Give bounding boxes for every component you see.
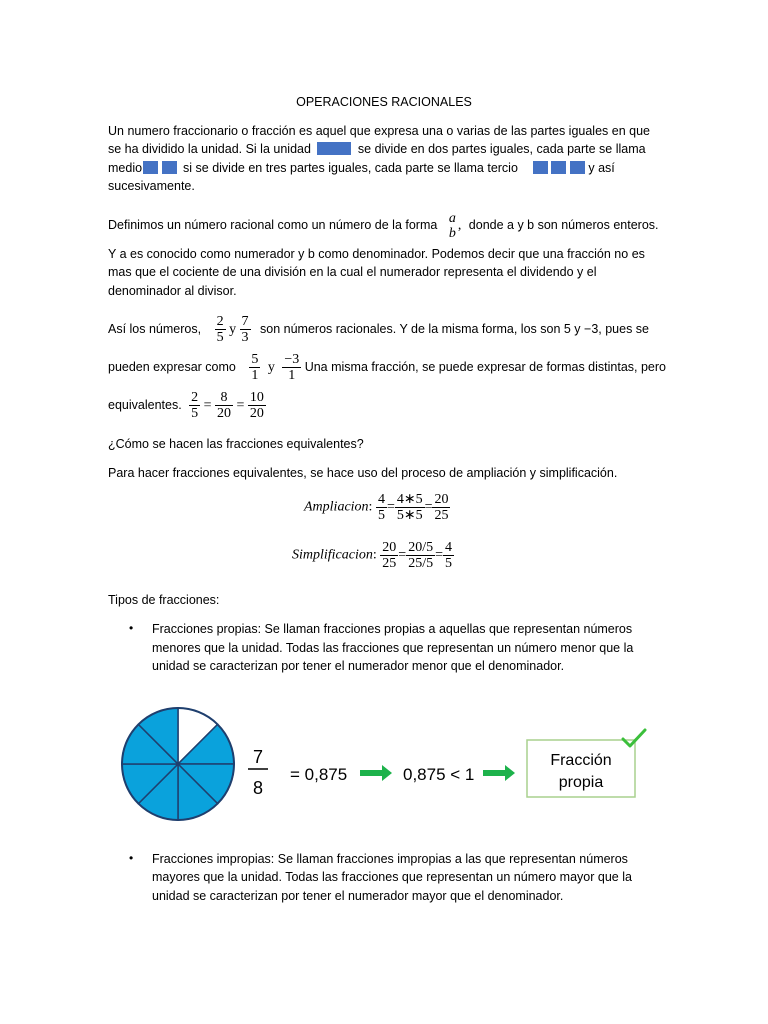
impropias-line-2: mayores que la unidad. Todas las fracciones que representan un número mayor que la bbox=[152, 870, 632, 884]
arrow-icon-1 bbox=[360, 765, 392, 781]
frac-den: 20 bbox=[217, 406, 232, 422]
frac-num: −3 bbox=[284, 352, 300, 368]
simp-frac-2 bbox=[406, 540, 435, 571]
y-connector: y bbox=[267, 360, 275, 375]
intro-line-4: sucesivamente. bbox=[108, 179, 195, 193]
frac-num: 20 bbox=[434, 492, 449, 507]
frac-num: 4∗5 bbox=[396, 492, 423, 507]
fraction-5-1 bbox=[249, 352, 260, 383]
fraction-den: b bbox=[448, 225, 456, 241]
equals: = bbox=[386, 499, 395, 515]
y-connector: y bbox=[229, 322, 237, 337]
third-block-3 bbox=[570, 161, 585, 174]
amp-frac-2 bbox=[395, 492, 425, 523]
frac-den: 5 bbox=[377, 508, 385, 523]
checkmark-icon bbox=[623, 730, 645, 746]
para2-line-3: denominador al divisor. bbox=[108, 284, 237, 298]
page-title: OPERACIONES RACIONALES bbox=[296, 95, 472, 109]
unit-block bbox=[317, 142, 351, 155]
proper-fraction-figure bbox=[120, 703, 650, 823]
examples-line-1 bbox=[108, 312, 649, 347]
pie-chart bbox=[122, 708, 234, 820]
fraction-neg3-1 bbox=[282, 352, 301, 383]
simplificacion-label: Simplificacion bbox=[292, 547, 373, 563]
frac-den: 5∗5 bbox=[396, 508, 423, 523]
fraction-2-5 bbox=[215, 314, 226, 345]
ampliacion-label: Ampliacion bbox=[304, 499, 369, 515]
propias-line-3: unidad se caracterizan por tener el numerador menor que el denominador. bbox=[152, 659, 565, 673]
intro-line-3-c: y así bbox=[588, 161, 615, 175]
bullet-propias: • bbox=[129, 621, 134, 635]
third-block-2 bbox=[551, 161, 566, 174]
figure-numerator: 7 bbox=[252, 747, 264, 767]
arrow-icon-2 bbox=[483, 765, 515, 781]
examples-line-3 bbox=[108, 388, 266, 423]
equals: = bbox=[398, 547, 407, 563]
fraction-a-b bbox=[447, 211, 458, 241]
third-block-1 bbox=[533, 161, 548, 174]
examples-line-2 bbox=[108, 350, 666, 385]
question-line: ¿Cómo se hacen las fracciones equivalentes? bbox=[108, 437, 364, 451]
simp-frac-3 bbox=[443, 540, 454, 571]
amp-frac-3 bbox=[432, 492, 450, 523]
para2-line-1: Y a es conocido como numerador y b como denominador. Podemos decir que una fracción no es bbox=[108, 247, 645, 261]
amp-frac-1 bbox=[376, 492, 387, 523]
equals: = bbox=[203, 398, 212, 413]
frac-num: 2 bbox=[191, 390, 199, 406]
frac-num: 2 bbox=[216, 314, 224, 330]
frac-num: 20 bbox=[382, 540, 397, 555]
simp-frac-1 bbox=[380, 540, 398, 571]
propias-line-1: Fracciones propias: Se llaman fracciones propias a aquellas que representan números bbox=[152, 622, 633, 636]
frac-num: 7 bbox=[241, 314, 249, 330]
equals: = bbox=[424, 499, 433, 515]
frac-num: 4 bbox=[377, 492, 385, 507]
result-box-line-1: Fracción bbox=[550, 752, 612, 769]
frac-den: 25/5 bbox=[408, 556, 434, 571]
figure-denominator: 8 bbox=[252, 778, 264, 798]
frac-num: 20/5 bbox=[408, 540, 434, 555]
examples-1-a: Así los números, bbox=[108, 322, 202, 336]
colon: : bbox=[372, 547, 377, 563]
equals: = bbox=[435, 547, 443, 563]
examples-1-b: son números racionales. Y de la misma forma, los son 5 y −3, pues se bbox=[260, 322, 650, 336]
half-block-1 bbox=[143, 161, 158, 174]
fraction-8-20 bbox=[215, 390, 233, 421]
definition-b: donde a y b son números enteros. bbox=[468, 218, 659, 232]
intro-line-3-a: medio bbox=[108, 161, 143, 175]
half-block-2 bbox=[162, 161, 177, 174]
tipos-heading: Tipos de fracciones: bbox=[108, 593, 220, 607]
fraction-num: a bbox=[448, 210, 456, 226]
process-line: Para hacer fracciones equivalentes, se hace uso del proceso de ampliación y simplificación. bbox=[108, 466, 618, 480]
frac-den: 5 bbox=[444, 556, 452, 571]
simplificacion-equation bbox=[292, 540, 454, 571]
impropias-line-1: Fracciones impropias: Se llaman fracciones impropias a las que representan números bbox=[152, 852, 628, 866]
frac-num: 5 bbox=[251, 352, 259, 368]
def-comma: , bbox=[457, 218, 462, 233]
frac-den: 1 bbox=[288, 368, 296, 384]
arrow-shape bbox=[483, 765, 515, 781]
fraction-7-3 bbox=[240, 314, 251, 345]
propias-line-2: menores que la unidad. Todas las fracciones que representan un número menor que la bbox=[152, 641, 634, 655]
figure-decimal: = 0,875 bbox=[290, 765, 348, 784]
arrow-shape bbox=[360, 765, 392, 781]
definition-line bbox=[108, 208, 659, 243]
fraction-10-20 bbox=[248, 390, 266, 421]
frac-den: 20 bbox=[249, 406, 264, 422]
intro-line-3-b: si se divide en tres partes iguales, cada parte se llama tercio bbox=[183, 161, 518, 175]
frac-den: 3 bbox=[241, 330, 249, 346]
bullet-impropias: • bbox=[129, 851, 134, 865]
fraction-2-5-b bbox=[189, 390, 200, 421]
intro-line-3 bbox=[108, 160, 615, 176]
colon: : bbox=[368, 499, 373, 515]
frac-den: 25 bbox=[434, 508, 449, 523]
frac-den: 25 bbox=[382, 556, 397, 571]
frac-den: 5 bbox=[191, 406, 199, 422]
frac-num: 10 bbox=[249, 390, 264, 406]
intro-line-2-a: se ha dividido la unidad. Si la unidad bbox=[108, 142, 311, 156]
frac-num: 8 bbox=[215, 390, 233, 406]
examples-3-a: equivalentes. bbox=[108, 398, 182, 412]
para2-line-2: mas que el cociente de una división en la cual el numerador representa el dividendo y el bbox=[108, 265, 597, 279]
frac-num: 4 bbox=[444, 540, 452, 555]
intro-line-1: Un numero fraccionario o fracción es aquel que expresa una o varias de las partes iguales en que bbox=[108, 124, 650, 138]
examples-2-a: pueden expresar como bbox=[108, 360, 236, 374]
definition-a: Definimos un número racional como un número de la forma bbox=[108, 218, 438, 232]
examples-2-b: Una misma fracción, se puede expresar de formas distintas, pero bbox=[304, 360, 666, 374]
result-box-line-2: propia bbox=[558, 774, 604, 791]
equals: = bbox=[236, 398, 245, 413]
intro-line-2-b: se divide en dos partes iguales, cada parte se llama bbox=[357, 142, 646, 156]
intro-line-2 bbox=[108, 141, 646, 157]
ampliacion-equation bbox=[304, 492, 450, 523]
frac-den: 5 bbox=[216, 330, 224, 346]
impropias-line-3: unidad se caracterizan por tener el numerador mayor que el denominador. bbox=[152, 889, 564, 903]
figure-compare: 0,875 < 1 bbox=[403, 765, 475, 784]
frac-den: 1 bbox=[251, 368, 259, 384]
